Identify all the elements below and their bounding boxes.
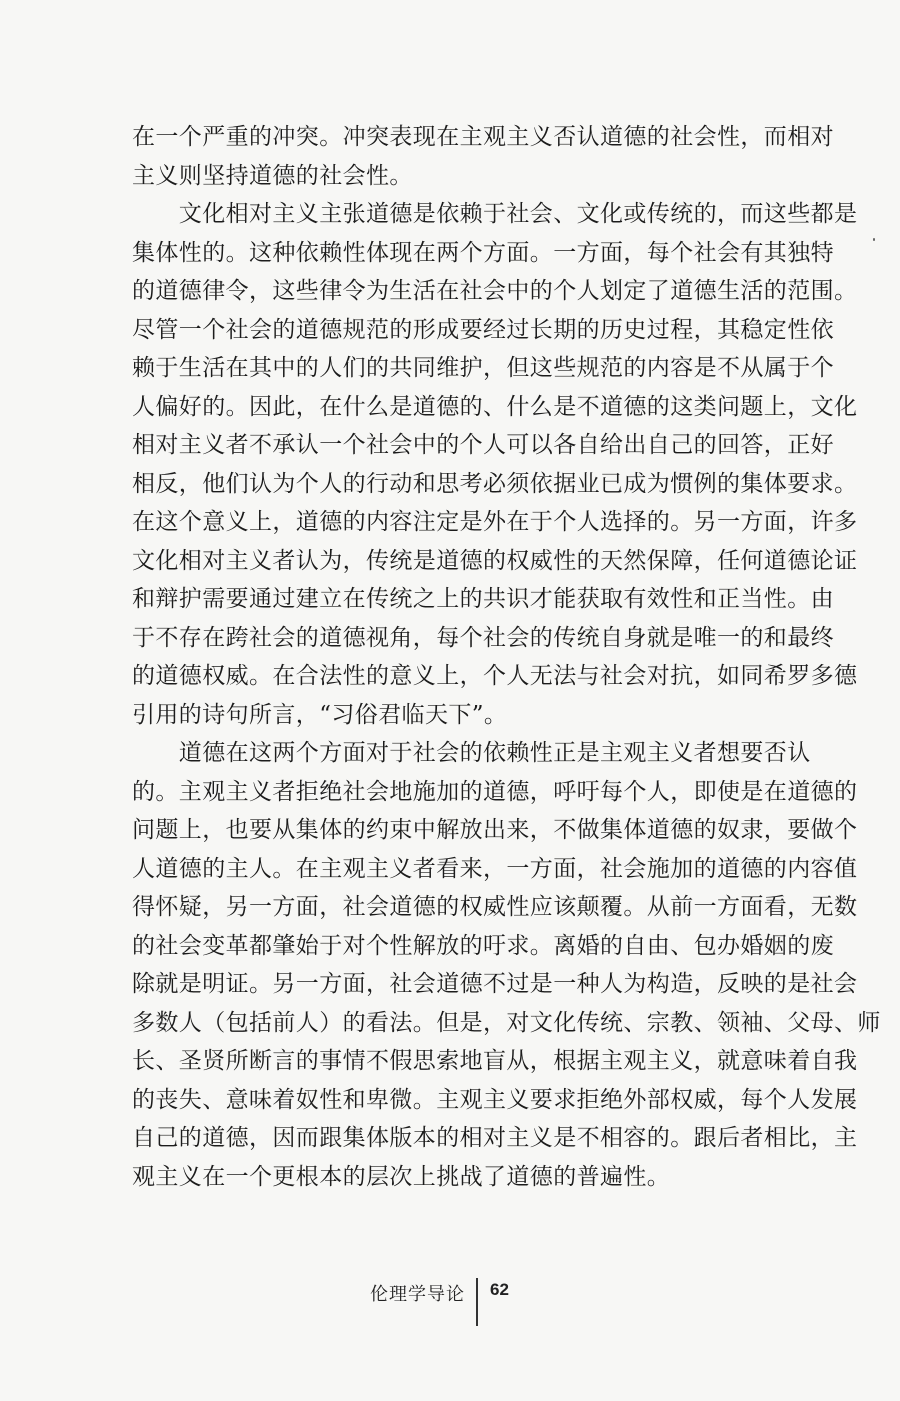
text-line: 赖于生活在其中的人们的共同维护，但这些规范的内容是不从属于个 [132,355,834,381]
page-footer [0,1278,900,1338]
text-line: 集体性的。这种依赖性体现在两个方面。一方面，每个社会有其独特 [132,239,834,266]
text-line: 除就是明证。另一方面，社会道德不过是一种人为构造，反映的是社会 [132,971,858,997]
body-text [132,118,881,1196]
text-line: 文化相对主义主张道德是依赖于社会、文化或传统的，而这些都是 [132,201,858,227]
page-number: 62 [490,1280,509,1299]
text-line: 观主义在一个更根本的层次上挑战了道德的普遍性。 [132,1163,671,1190]
text-line: 人道德的主人。在主观主义者看来，一方面，社会施加的道德的内容值 [132,855,858,882]
text-line: 问题上，也要从集体的约束中解放出来，不做集体道德的奴隶，要做个 [132,817,858,843]
text-line: 和辩护需要通过建立在传统之上的共识才能获取有效性和正当性。由 [132,586,834,612]
text-line: 相反，他们认为个人的行动和思考必须依据业已成为惯例的集体要求。 [132,470,858,497]
paragraph [132,118,834,195]
text-line: 的社会变革都肇始于对个性解放的吁求。离婚的自由、包办婚姻的废 [132,932,834,959]
text-line: 的道德权威。在合法性的意义上，个人无法与社会对抗，如同希罗多德 [132,663,858,689]
running-title: 伦理学导论 [370,1284,465,1305]
text-line: 自己的道德，因而跟集体版本的相对主义是不相容的。跟后者相比，主 [132,1125,858,1151]
text-line: 相对主义者不承认一个社会中的个人可以各自给出自己的回答，正好 [132,432,834,458]
text-line: 长、圣贤所断言的事情不假思索地盲从，根据主观主义，就意味着自我 [132,1048,858,1074]
paragraph [132,734,881,1196]
text-line: 在一个严重的冲突。冲突表现在主观主义否认道德的社会性，而相对 [132,124,834,150]
text-line: 于不存在跨社会的道德视角，每个社会的传统自身就是唯一的和最终 [132,624,834,651]
text-line: 尽管一个社会的道德规范的形成要经过长期的历史过程，其稳定性依 [132,316,834,343]
footer-divider [476,1278,478,1326]
text-line: 的道德律令，这些律令为生活在社会中的个人划定了道德生活的范围。 [132,278,858,304]
text-line: 的。主观主义者拒绝社会地施加的道德，呼吁每个人，即使是在道德的 [132,778,858,805]
scan-speck [873,238,875,241]
text-line: 引用的诗句所言，“习俗君临天下”。 [132,701,508,728]
text-line: 多数人（包括前人）的看法。但是，对文化传统、宗教、领袖、父母、师 [132,1009,881,1036]
paragraph [132,195,858,734]
text-line: 得怀疑，另一方面，社会道德的权威性应该颠覆。从前一方面看，无数 [132,894,858,920]
text-line: 的丧失、意味着奴性和卑微。主观主义要求拒绝外部权威，每个人发展 [132,1086,858,1113]
text-line: 主义则坚持道德的社会性。 [132,162,413,189]
text-line: 在这个意义上，道德的内容注定是外在于个人选择的。另一方面，许多 [132,509,858,535]
text-line: 人偏好的。因此，在什么是道德的、什么是不道德的这类问题上，文化 [132,393,858,420]
text-line: 文化相对主义者认为，传统是道德的权威性的天然保障，任何道德论证 [132,547,858,574]
text-line: 道德在这两个方面对于社会的依赖性正是主观主义者想要否认 [132,740,811,766]
